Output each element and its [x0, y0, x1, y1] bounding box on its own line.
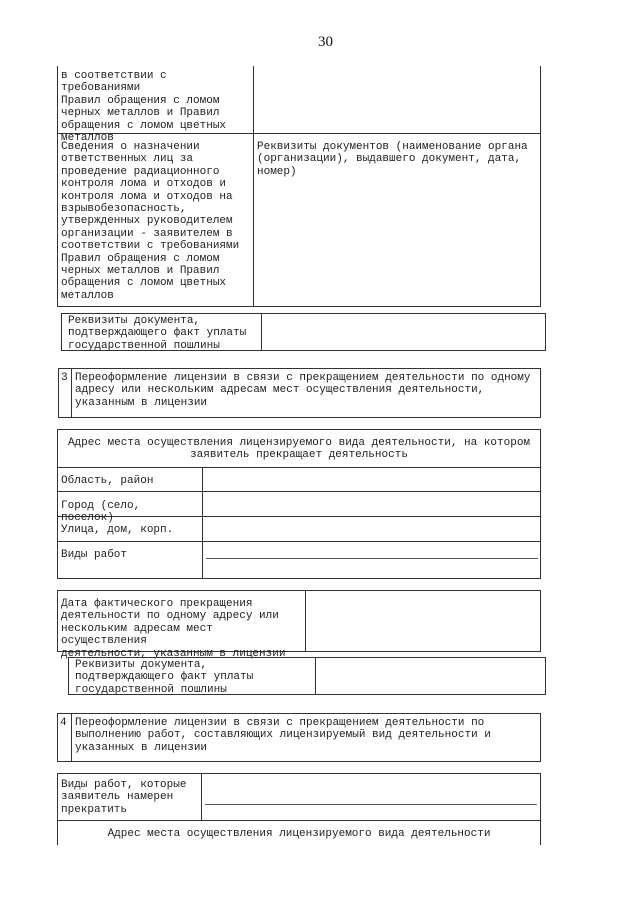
section-4-heading [57, 713, 541, 762]
works-stop-label: Виды работ, которые заявитель намерен прекратить [61, 779, 187, 816]
section-3-number: 3 [61, 372, 68, 384]
work-types-label: Виды работ [61, 549, 128, 561]
street-field[interactable] [203, 517, 540, 541]
city-field[interactable] [203, 492, 540, 516]
fee-2-label: Реквизиты документа, подтверждающего факт уплаты государственной пошлины [75, 659, 254, 696]
stop-date-label: Дата фактического прекращения деятельности по одному адресу или нескольким адресам мест осуществления деятельности, указанным в лицензии [61, 598, 286, 660]
section-4-title: Переоформление лицензии в связи с прекращением деятельности по выполнению работ, составляющих лицензируемый вид деятельности и указанных в лицензии [75, 717, 491, 754]
section-3-heading [58, 368, 541, 418]
stop-date-field[interactable] [306, 591, 540, 651]
works-stop-field[interactable] [202, 774, 540, 820]
fee-1-field[interactable] [262, 314, 545, 350]
fee-2-box [68, 657, 546, 695]
fee-1-box [61, 313, 546, 351]
address-3-header: Адрес места осуществления лицензируемого вида деятельности, на котором заявитель прекращает деятельность [67, 437, 531, 462]
row1-left-text: в соответствии с требованиями Правил обращения с ломом черных металлов и Правил обращения с ломом цветных металлов [61, 70, 227, 145]
region-label: Область, район [61, 475, 154, 487]
page-number: 30 [318, 34, 333, 50]
work-types-field[interactable] [203, 542, 540, 578]
city-label: Город (село, поселок) [61, 500, 141, 525]
address-4-header: Адрес места осуществления лицензируемого вида деятельности [107, 828, 491, 840]
stop-date-box [57, 590, 541, 660]
section-3-title: Переоформление лицензии в связи с прекращением деятельности по одному адресу или нескольким адресам мест осуществления деятельности, указанным в лицензии [75, 372, 531, 409]
fee-2-field[interactable] [316, 658, 545, 694]
address-table-3 [57, 429, 541, 579]
responsible-persons-label: Сведения о назначении ответственных лиц за проведение радиационного контроля лома и отходов и контроля лома и отходов на взрывобезопасность, утвержденных руководителем организации - заявителем в соответствии с требованиями Правил обращения с ломом черных металлов и Правил обращения с ломом цветных металлов [61, 141, 240, 302]
document-details-field[interactable]: Реквизиты документов (наименование органа (организации), выдавшего документ, дата, номер) [257, 141, 528, 178]
fee-1-label: Реквизиты документа, подтверждающего факт уплаты государственной пошлины [68, 315, 247, 352]
street-label: Улица, дом, корп. [61, 524, 174, 536]
region-field[interactable] [203, 468, 540, 491]
section-4-number: 4 [60, 717, 67, 729]
